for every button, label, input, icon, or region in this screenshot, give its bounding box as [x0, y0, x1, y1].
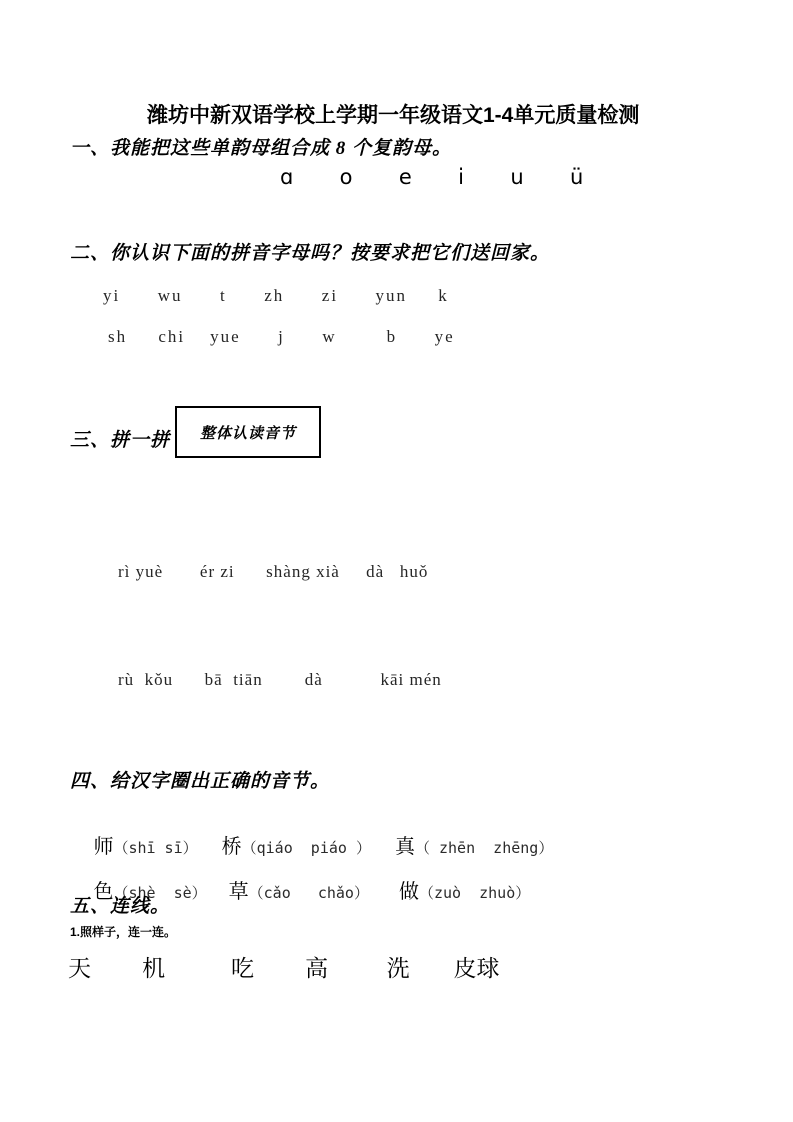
section-4-item-6-choices[interactable]: （zuò zhuò）: [418, 884, 531, 902]
page-title: 潍坊中新双语学校上学期一年级语文1-4单元质量检测: [147, 104, 640, 127]
section-1-heading: 一、我能把这些单韵母组合成 8 个复韵母。: [70, 138, 453, 159]
section-5-match-row[interactable]: 天 机 吃 高 洗 皮球: [68, 956, 500, 982]
section-4-item-1-choices[interactable]: （shī sī）: [113, 839, 198, 857]
section-2-letters-row-1: yi wu t zh zi yun k: [103, 286, 449, 305]
section-4-item-2-hanzi: 桥: [221, 834, 242, 858]
section-5-subheading: 1.照样子，连一连。: [70, 925, 177, 939]
section-4-item-3-hanzi: 真: [394, 834, 415, 858]
section-4-heading: 四、给汉字圈出正确的音节。: [70, 771, 331, 792]
section-2-heading: 二、你认识下面的拼音字母吗？按要求把它们送回家。: [70, 243, 551, 264]
section-3-pinyin-row-1: rì yuè ér zi shàng xià dà huǒ: [118, 562, 429, 581]
section-2-letters-row-2: sh chi yue j w b ye: [108, 327, 455, 346]
section-4-item-4-hanzi: 色: [93, 879, 114, 903]
section-5-heading: 五、连线。: [70, 896, 171, 917]
section-4-item-5-hanzi: 草: [228, 879, 249, 903]
section-1-vowels: ɑ o e i u ü: [280, 165, 595, 189]
section-3-heading: 三、拼一拼: [70, 430, 171, 451]
section-4-item-6-hanzi: 做: [398, 879, 419, 903]
section-4-item-5-choices[interactable]: （cǎo chǎo）: [248, 884, 369, 902]
section-4-item-2-choices[interactable]: （qiáo piáo ）: [241, 839, 371, 857]
section-4-item-4-choices[interactable]: （shè sè）: [113, 884, 207, 902]
section-3-pinyin-row-2: rù kǒu bā tiān dà kāi mén: [118, 670, 442, 689]
whole-syllable-callout-label: 整体认读音节: [199, 425, 296, 442]
whole-syllable-callout-box: [175, 406, 321, 458]
section-4-item-1-hanzi: 师: [93, 834, 114, 858]
section-4-item-3-choices[interactable]: （ zhēn zhēng）: [414, 839, 554, 857]
